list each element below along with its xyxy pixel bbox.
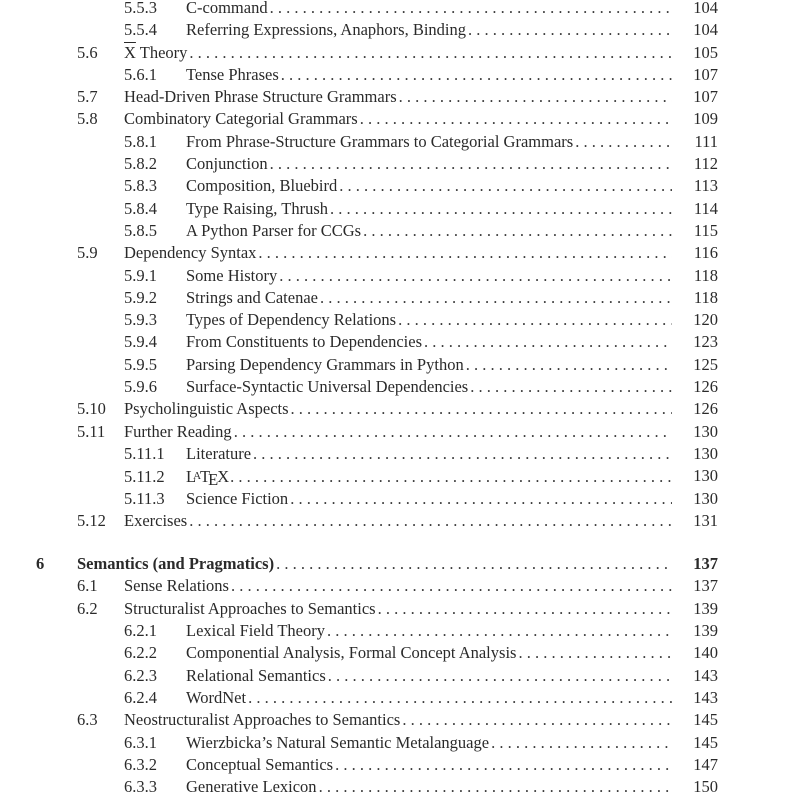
toc-subsection-entry[interactable] <box>0 19 800 41</box>
toc-entry-number: 5.9.1 <box>124 265 157 285</box>
toc-page-number: 107 <box>693 64 718 84</box>
toc-entry-title: Some History <box>186 265 278 285</box>
dot-leader <box>402 709 672 731</box>
dot-leader <box>468 19 672 41</box>
toc-entry-number: 5.5.4 <box>124 20 157 40</box>
toc-page-number: 111 <box>694 131 718 151</box>
toc-subsection-entry[interactable] <box>0 443 800 465</box>
toc-entry-title: Type Raising, Thrush <box>186 198 328 218</box>
dot-leader <box>575 131 672 153</box>
toc-entry-title: A Python Parser for CCGs <box>186 220 362 240</box>
dot-leader <box>270 153 672 175</box>
toc-entry-title: From Constituents to Dependencies <box>186 332 423 352</box>
toc-entry-number: 5.12 <box>77 510 106 530</box>
toc-entry-title: Parsing Dependency Grammars in Python <box>186 354 464 374</box>
dot-leader <box>234 421 672 443</box>
toc-entry-number: 6.3.1 <box>124 732 157 752</box>
toc-page-number: 118 <box>693 265 718 285</box>
toc-entry-number: 5.11 <box>77 421 106 441</box>
dot-leader <box>470 376 672 398</box>
toc-entry-number: 5.8.3 <box>124 176 157 196</box>
toc-entry-title <box>124 42 187 64</box>
toc-subsection-entry[interactable] <box>0 0 800 19</box>
toc-entry-title: Tense Phrases <box>186 64 279 84</box>
toc-entry-title: From Phrase-Structure Grammars to Categorial Grammars <box>186 131 574 151</box>
toc-entry-title: Types of Dependency Relations <box>186 310 397 330</box>
dot-leader <box>424 331 672 353</box>
toc-section-entry[interactable] <box>0 398 800 420</box>
toc-page-number: 145 <box>693 732 718 752</box>
toc-subsection-entry[interactable] <box>0 309 800 331</box>
toc-subsection-entry[interactable] <box>0 287 800 309</box>
toc-entry-title: Lexical Field Theory <box>186 621 325 641</box>
dot-leader <box>328 665 672 687</box>
toc-entry-number: 5.5.3 <box>124 0 157 17</box>
dot-leader <box>291 398 672 420</box>
toc-entry-number: 5.9.5 <box>124 354 157 374</box>
toc-chapter-entry[interactable] <box>0 553 800 575</box>
dot-leader <box>360 108 672 130</box>
toc-page-number: 147 <box>693 754 718 774</box>
toc-entry-title-xbar: $\overline{X}$ <box>124 42 136 62</box>
toc-entry-number: 6.3 <box>77 710 98 730</box>
toc-entry-title: Semantics (and Pragmatics) <box>77 554 275 574</box>
toc-subsection-entry[interactable] <box>0 488 800 510</box>
toc-subsection-entry[interactable] <box>0 220 800 242</box>
dot-leader <box>276 553 672 575</box>
toc-page-number: 139 <box>693 598 718 618</box>
toc-entry-number: 5.6 <box>77 42 98 62</box>
toc-page-number: 123 <box>693 332 718 352</box>
dot-leader <box>466 354 672 376</box>
toc-page-number: 143 <box>693 687 718 707</box>
toc-page-number: 104 <box>693 20 718 40</box>
toc-entry-number: 6.2.2 <box>124 643 157 663</box>
dot-leader <box>491 732 672 754</box>
toc-entry-title: Neostructuralist Approaches to Semantics <box>124 710 401 730</box>
toc-page-number: 130 <box>693 488 718 508</box>
toc-entry-number: 6.2.4 <box>124 687 157 707</box>
toc-entry-number: 5.11.2 <box>124 467 165 487</box>
dot-leader <box>330 198 672 220</box>
toc-entry-title: Combinatory Categorial Grammars <box>124 109 358 129</box>
toc-entry-title: Conceptual Semantics <box>186 754 334 774</box>
toc-entry-title: Surface-Syntactic Universal Dependencies <box>186 377 469 397</box>
dot-leader <box>327 620 672 642</box>
toc-section-entry[interactable] <box>0 108 800 130</box>
toc-entry-number: 5.8 <box>77 109 98 129</box>
dot-leader <box>231 575 672 597</box>
toc-page-number: 118 <box>693 287 718 307</box>
toc-entry-number: 5.11.1 <box>124 443 165 463</box>
toc-section-entry[interactable] <box>0 86 800 108</box>
toc-page-number: 145 <box>693 710 718 730</box>
toc-page-number: 130 <box>693 421 718 441</box>
dot-leader <box>339 175 672 197</box>
dot-leader <box>248 687 672 709</box>
dot-leader <box>258 242 672 264</box>
toc-entry-number: 5.9.6 <box>124 377 157 397</box>
toc-page-number: 131 <box>693 510 718 530</box>
toc-entry-number: 5.6.1 <box>124 64 157 84</box>
toc-section-entry[interactable] <box>0 242 800 264</box>
toc-section-entry[interactable] <box>0 42 800 64</box>
toc-entry-number: 6.3.3 <box>124 777 157 797</box>
toc-page-number: 104 <box>693 0 718 17</box>
toc-entry-title: C-command <box>186 0 268 17</box>
dot-leader <box>279 265 672 287</box>
toc-subsection-entry[interactable] <box>0 754 800 776</box>
toc-section-entry[interactable] <box>0 598 800 620</box>
toc-entry-number: 5.9.2 <box>124 287 157 307</box>
dot-leader <box>270 0 672 19</box>
toc-subsection-entry[interactable] <box>0 620 800 642</box>
toc-page-number: 109 <box>693 109 718 129</box>
toc-entry-number: 5.11.3 <box>124 488 165 508</box>
toc-entry-number: 5.9 <box>77 243 98 263</box>
toc-entry-title: Componential Analysis, Formal Concept Analysis <box>186 643 517 663</box>
dot-leader <box>290 488 672 510</box>
toc-page-number: 130 <box>693 466 718 486</box>
dot-leader <box>281 64 672 86</box>
toc-entry-title: WordNet <box>186 687 247 707</box>
toc-subsection-entry[interactable] <box>0 265 800 287</box>
toc-subsection-entry[interactable] <box>0 376 800 398</box>
toc-entry-title: Literature <box>186 443 252 463</box>
toc-page-number: 114 <box>693 198 718 218</box>
toc-entry-number: 5.9.4 <box>124 332 157 352</box>
toc-subsection-entry[interactable] <box>0 331 800 353</box>
toc-entry-title-latex-logo: LATEX <box>186 467 229 490</box>
toc-page-number: 120 <box>693 310 718 330</box>
toc-entry-number: 6 <box>36 554 45 574</box>
toc-entry-title: Dependency Syntax <box>124 243 257 263</box>
toc-section-entry[interactable] <box>0 709 800 731</box>
toc-page-number: 137 <box>693 554 718 574</box>
toc-entry-number: 5.7 <box>77 87 98 107</box>
toc-entry-number: 5.8.1 <box>124 131 157 151</box>
toc-page-number: 126 <box>693 399 718 419</box>
toc-page-number: 112 <box>693 154 718 174</box>
toc-entry-title: Generative Lexicon <box>186 777 317 797</box>
dot-leader <box>378 598 672 620</box>
dot-leader <box>253 443 672 465</box>
toc-page-number: 116 <box>693 243 718 263</box>
dot-leader <box>189 510 672 532</box>
toc-entry-number: 5.8.4 <box>124 198 157 218</box>
toc-entry-number: 6.1 <box>77 576 98 596</box>
toc-subsection-entry[interactable] <box>0 665 800 687</box>
toc-entry-title: Sense Relations <box>124 576 229 596</box>
dot-leader <box>319 776 672 798</box>
toc-entry-number: 5.8.5 <box>124 220 157 240</box>
toc-page-number: 113 <box>693 176 718 196</box>
toc-entry-title: Relational Semantics <box>186 665 326 685</box>
toc-entry-title: Wierzbicka’s Natural Semantic Metalanguage <box>186 732 490 752</box>
toc-entry-title: Head-Driven Phrase Structure Grammars <box>124 87 397 107</box>
dot-leader <box>320 287 672 309</box>
toc-page-number: 107 <box>693 87 718 107</box>
toc-section-entry[interactable] <box>0 510 800 532</box>
toc-entry-title-rest: Theory <box>135 42 188 62</box>
chapter-gap <box>0 532 800 553</box>
toc-entry-number: 6.2 <box>77 598 98 618</box>
toc-subsection-entry[interactable] <box>0 687 800 709</box>
toc-entry-number: 5.8.2 <box>124 154 157 174</box>
dot-leader <box>518 642 672 664</box>
toc-page-number: 115 <box>693 220 718 240</box>
toc-subsection-entry[interactable] <box>0 642 800 664</box>
toc-entry-title: Composition, Bluebird <box>186 176 338 196</box>
toc-page-number: 105 <box>693 42 718 62</box>
toc-subsection-entry[interactable] <box>0 131 800 153</box>
toc-section-entry[interactable] <box>0 421 800 443</box>
toc-entry-number: 6.2.3 <box>124 665 157 685</box>
toc-section-entry[interactable] <box>0 575 800 597</box>
toc-entry-number: 5.10 <box>77 399 106 419</box>
toc-subsection-entry[interactable] <box>0 175 800 197</box>
dot-leader <box>398 309 672 331</box>
toc-entry-number: 5.9.3 <box>124 310 157 330</box>
toc-page-number: 130 <box>693 443 718 463</box>
dot-leader <box>363 220 672 242</box>
toc-entry-title: Strings and Catenae <box>186 287 318 307</box>
toc-entry-title: Referring Expressions, Anaphors, Binding <box>186 20 467 40</box>
toc-page-number: 125 <box>693 354 718 374</box>
toc-entry-number: 6.3.2 <box>124 754 157 774</box>
toc-page-number: 137 <box>693 576 718 596</box>
toc-subsection-entry[interactable] <box>0 198 800 220</box>
toc-subsection-entry[interactable] <box>0 465 800 490</box>
dot-leader <box>399 86 672 108</box>
toc-entry-title: Conjunction <box>186 154 268 174</box>
toc-page-number: 150 <box>693 777 718 797</box>
toc-page-number: 139 <box>693 621 718 641</box>
dot-leader <box>230 466 672 488</box>
dot-leader <box>189 42 672 64</box>
toc-subsection-entry[interactable] <box>0 354 800 376</box>
dot-leader <box>335 754 672 776</box>
toc-entry-title: Psycholinguistic Aspects <box>124 399 289 419</box>
toc-entry-title: Further Reading <box>124 421 232 441</box>
toc-page-number: 126 <box>693 377 718 397</box>
toc-entry-number: 6.2.1 <box>124 621 157 641</box>
toc-entry-title: Structuralist Approaches to Semantics <box>124 598 376 618</box>
toc-subsection-entry[interactable] <box>0 64 800 86</box>
toc-page-number: 140 <box>693 643 718 663</box>
toc-subsection-entry[interactable] <box>0 153 800 175</box>
toc-entry-title: Science Fiction <box>186 488 289 508</box>
toc-entry-title: Exercises <box>124 510 188 530</box>
toc-subsection-entry[interactable] <box>0 732 800 754</box>
toc-page-number: 143 <box>693 665 718 685</box>
toc-subsection-entry[interactable] <box>0 776 800 798</box>
